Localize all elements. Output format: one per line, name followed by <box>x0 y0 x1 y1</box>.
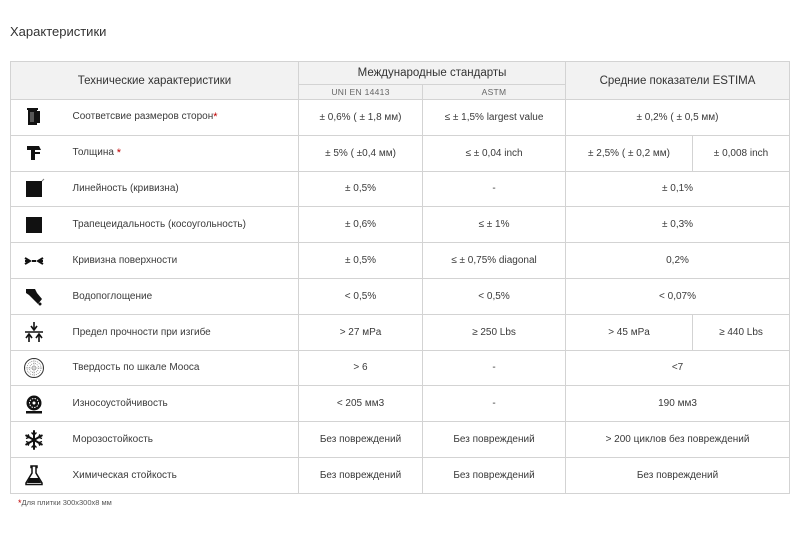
row-name: Трапецеидальность (косоугольность) <box>57 207 299 243</box>
cell-uni: ± 0,6% <box>299 207 423 243</box>
cell-uni: < 205 мм3 <box>299 386 423 422</box>
row-name: Водопоглощение <box>57 278 299 314</box>
table-row <box>11 135 790 171</box>
row-name: Соответсвие размеров сторон <box>72 111 214 123</box>
table-row <box>11 386 790 422</box>
row-name: Линейность (кривизна) <box>57 171 299 207</box>
cell-astm: ≥ 250 Lbs <box>423 314 566 350</box>
wear-resistance-icon <box>23 393 45 415</box>
header-intl-standards: Международные стандарты <box>299 62 566 85</box>
cell-estima: 190 мм3 <box>566 386 790 422</box>
row-name: Износоустойчивость <box>57 386 299 422</box>
snowflake-icon <box>23 429 45 451</box>
table-row <box>11 243 790 279</box>
cell-estima: ± 0,3% <box>566 207 790 243</box>
cell-uni: > 27 мPa <box>299 314 423 350</box>
cell-astm: - <box>423 171 566 207</box>
header-uni: UNI EN 14413 <box>299 85 423 100</box>
cell-estima-imperial: ± 0,008 inch <box>693 135 790 171</box>
cell-uni: ± 0,6% ( ± 1,8 мм) <box>299 100 423 136</box>
table-row <box>11 422 790 458</box>
row-name: Предел прочности при изгибе <box>57 314 299 350</box>
cell-astm: - <box>423 350 566 386</box>
cell-estima: ± 0,2% ( ± 0,5 мм) <box>566 100 790 136</box>
bending-strength-icon <box>23 321 45 343</box>
cell-estima: 0,2% <box>566 243 790 279</box>
cell-astm: Без повреждений <box>423 422 566 458</box>
header-estima: Средние показатели ESTIMA <box>566 62 790 100</box>
table-row <box>11 314 790 350</box>
cell-estima-imperial: ≥ 440 Lbs <box>693 314 790 350</box>
cell-astm: Без повреждений <box>423 457 566 493</box>
row-name: Твердость по шкале Мооса <box>57 350 299 386</box>
cell-uni: ± 0,5% <box>299 171 423 207</box>
cell-estima: ± 0,1% <box>566 171 790 207</box>
row-name: Морозостойкость <box>57 422 299 458</box>
cell-estima: < 0,07% <box>566 278 790 314</box>
header-astm: ASTM <box>423 85 566 100</box>
linearity-icon <box>23 178 45 200</box>
cell-uni: Без повреждений <box>299 457 423 493</box>
table-row <box>11 171 790 207</box>
cell-estima: <7 <box>566 350 790 386</box>
cell-uni: < 0,5% <box>299 278 423 314</box>
water-absorption-icon <box>23 285 45 307</box>
cell-astm: ≤ ± 1% <box>423 207 566 243</box>
footnote-text: Для плитки 300x300x8 мм <box>21 498 112 507</box>
footnote <box>18 498 112 508</box>
cell-estima-metric: ± 2,5% ( ± 0,2 мм) <box>566 135 693 171</box>
header-tech: Технические характеристики <box>11 62 299 100</box>
row-asterisk: * <box>213 111 218 124</box>
cell-uni: Без повреждений <box>299 422 423 458</box>
table-row <box>11 278 790 314</box>
thickness-icon <box>23 142 45 164</box>
cell-astm: ≤ ± 1,5% largest value <box>423 100 566 136</box>
table-row <box>11 100 790 136</box>
page-title: Характеристики <box>10 24 107 39</box>
flask-icon <box>23 464 45 486</box>
surface-curvature-icon <box>23 250 45 272</box>
specifications-table <box>10 61 790 494</box>
table-row <box>11 457 790 493</box>
footnote-asterisk: * <box>18 498 22 508</box>
cell-estima: > 200 циклов без повреждений <box>566 422 790 458</box>
cell-astm: ≤ ± 0,04 inch <box>423 135 566 171</box>
cell-astm: < 0,5% <box>423 278 566 314</box>
table-row <box>11 207 790 243</box>
cell-astm: ≤ ± 0,75% diagonal <box>423 243 566 279</box>
cell-estima-metric: > 45 мPa <box>566 314 693 350</box>
row-asterisk: * <box>116 147 121 160</box>
sides-size-icon <box>23 106 45 128</box>
cell-astm: - <box>423 386 566 422</box>
cell-uni: ± 5% ( ±0,4 мм) <box>299 135 423 171</box>
row-name: Кривизна поверхности <box>57 243 299 279</box>
cell-estima: Без повреждений <box>566 457 790 493</box>
row-name: Химическая стойкость <box>57 457 299 493</box>
row-name: Толщина <box>72 147 114 159</box>
cell-uni: > 6 <box>299 350 423 386</box>
cell-uni: ± 0,5% <box>299 243 423 279</box>
table-row <box>11 350 790 386</box>
trapezoid-icon <box>23 214 45 236</box>
mohs-hardness-icon <box>23 357 45 379</box>
